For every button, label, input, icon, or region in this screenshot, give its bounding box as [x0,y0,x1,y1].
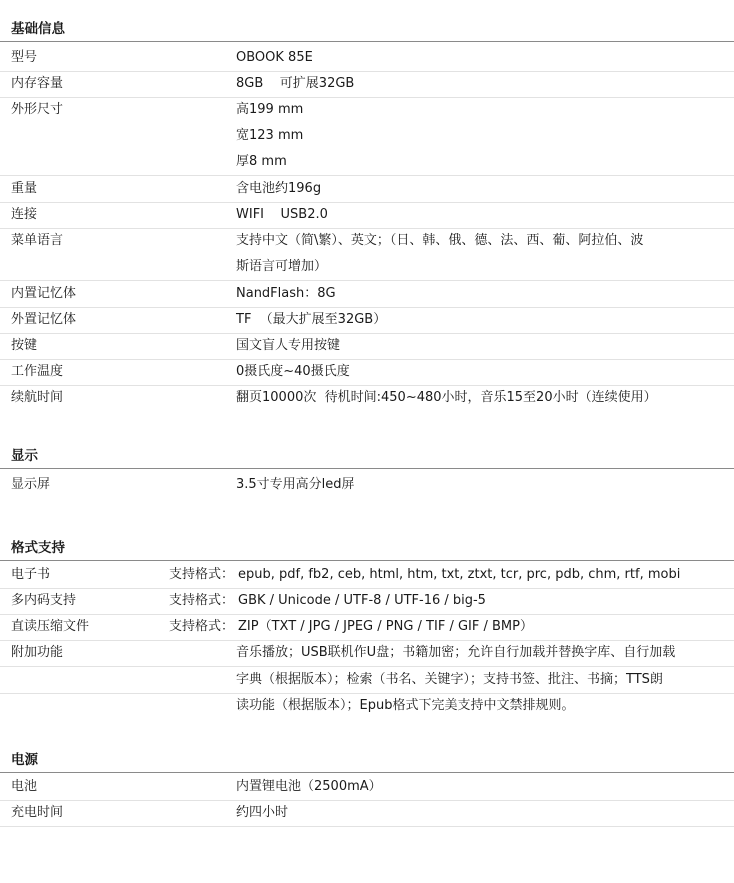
spec-row-weight [0,176,734,203]
spec-value: 含电池约196g [236,181,322,196]
spec-prefix: 支持格式： [169,593,235,608]
spec-value-line: 斯语言可增加） [236,259,328,274]
spec-value: GBK / Unicode / UTF-8 / UTF-16 / big-5 [238,593,486,608]
spec-value: epub, pdf, fb2, ceb, html, htm, txt, ztxt, tcr, prc, pdb, chm, rtf, mobi [238,567,681,582]
spec-label: 按键 [11,338,38,353]
section-title: 格式支持 [11,540,65,556]
spec-row-extra-features-cont [0,667,734,694]
spec-label: 电池 [11,779,38,794]
section-header-basic-info [0,19,734,42]
spec-value: NandFlash：8G [236,286,336,301]
spec-value-line: 字典（根据版本）；检索（书名、关键字）；支持书签、批注、书摘；TTS朗 [236,672,663,687]
spec-row-extra-features-cont [0,693,734,719]
spec-label: 重量 [11,181,38,196]
spec-label: 型号 [11,50,38,65]
spec-row-encoding [0,588,734,615]
spec-row-compressed-files [0,614,734,641]
spec-label: 内置记忆体 [11,286,77,301]
spec-value: TF （最大扩展至32GB） [236,312,387,327]
spec-label: 内存容量 [11,76,64,91]
spec-prefix: 支持格式： [169,619,235,634]
spec-row-keys [0,333,734,360]
spec-row-extra-features [0,640,734,667]
section-header-format-support [0,538,734,561]
spec-label: 电子书 [11,567,51,582]
spec-value-line: 音乐播放；USB联机作U盘；书籍加密；允许自行加载并替换字库、自行加载 [236,645,676,660]
spec-value: 国文盲人专用按键 [236,338,341,353]
spec-label: 外置记忆体 [11,312,77,327]
spec-value: OBOOK 85E [236,50,313,65]
spec-prefix: 支持格式： [169,567,235,582]
spec-row-ebook [0,562,734,589]
spec-label: 外形尺寸 [11,102,64,117]
spec-value: 0摄氏度~40摄氏度 [236,364,350,379]
spec-label: 续航时间 [11,390,64,405]
spec-label: 工作温度 [11,364,64,379]
spec-value: 约四小时 [236,805,289,820]
spec-value: 内置锂电池（2500mA） [236,779,382,794]
spec-row-external-memory [0,307,734,334]
spec-value: ZIP（TXT / JPG / JPEG / PNG / TIF / GIF / BMP） [238,619,533,634]
spec-row-battery-life [0,385,734,411]
spec-value: 8GB 可扩展32GB [236,76,355,91]
spec-label: 连接 [11,207,38,222]
spec-row-dimensions [0,97,734,176]
spec-value: 翻页10000次 待机时间:450~480小时，音乐15至20小时（连续使用） [236,390,657,405]
spec-row-memory [0,71,734,98]
spec-value-thickness: 厚8 mm [236,154,287,169]
spec-label: 显示屏 [11,477,51,492]
spec-label: 充电时间 [11,805,64,820]
section-title: 电源 [11,752,38,768]
section-title: 显示 [11,448,38,464]
spec-value: 3.5寸专用高分led屏 [236,477,355,492]
spec-row-connection [0,202,734,229]
spec-value-line: 读功能（根据版本）；Epub格式下完美支持中文禁排规则。 [236,698,575,713]
spec-row-menu-language [0,228,734,281]
section-title: 基础信息 [11,21,65,37]
spec-row-temperature [0,359,734,386]
spec-label: 菜单语言 [11,233,64,248]
section-header-display [0,446,734,469]
spec-value-height: 高199 mm [236,102,304,117]
spec-row-battery [0,774,734,801]
spec-value: WIFI USB2.0 [236,207,328,222]
spec-label: 直读压缩文件 [11,619,90,634]
spec-row-screen [0,472,734,496]
section-header-power [0,750,734,773]
spec-value-width: 宽123 mm [236,128,304,143]
spec-row-charge-time [0,800,734,827]
spec-label: 多内码支持 [11,593,77,608]
spec-label: 附加功能 [11,645,64,660]
spec-value-line: 支持中文（简\繁）、英文；（日、韩、俄、德、法、西、葡、阿拉伯、波 [236,233,644,248]
spec-row-model [0,45,734,72]
spec-row-internal-memory [0,281,734,308]
